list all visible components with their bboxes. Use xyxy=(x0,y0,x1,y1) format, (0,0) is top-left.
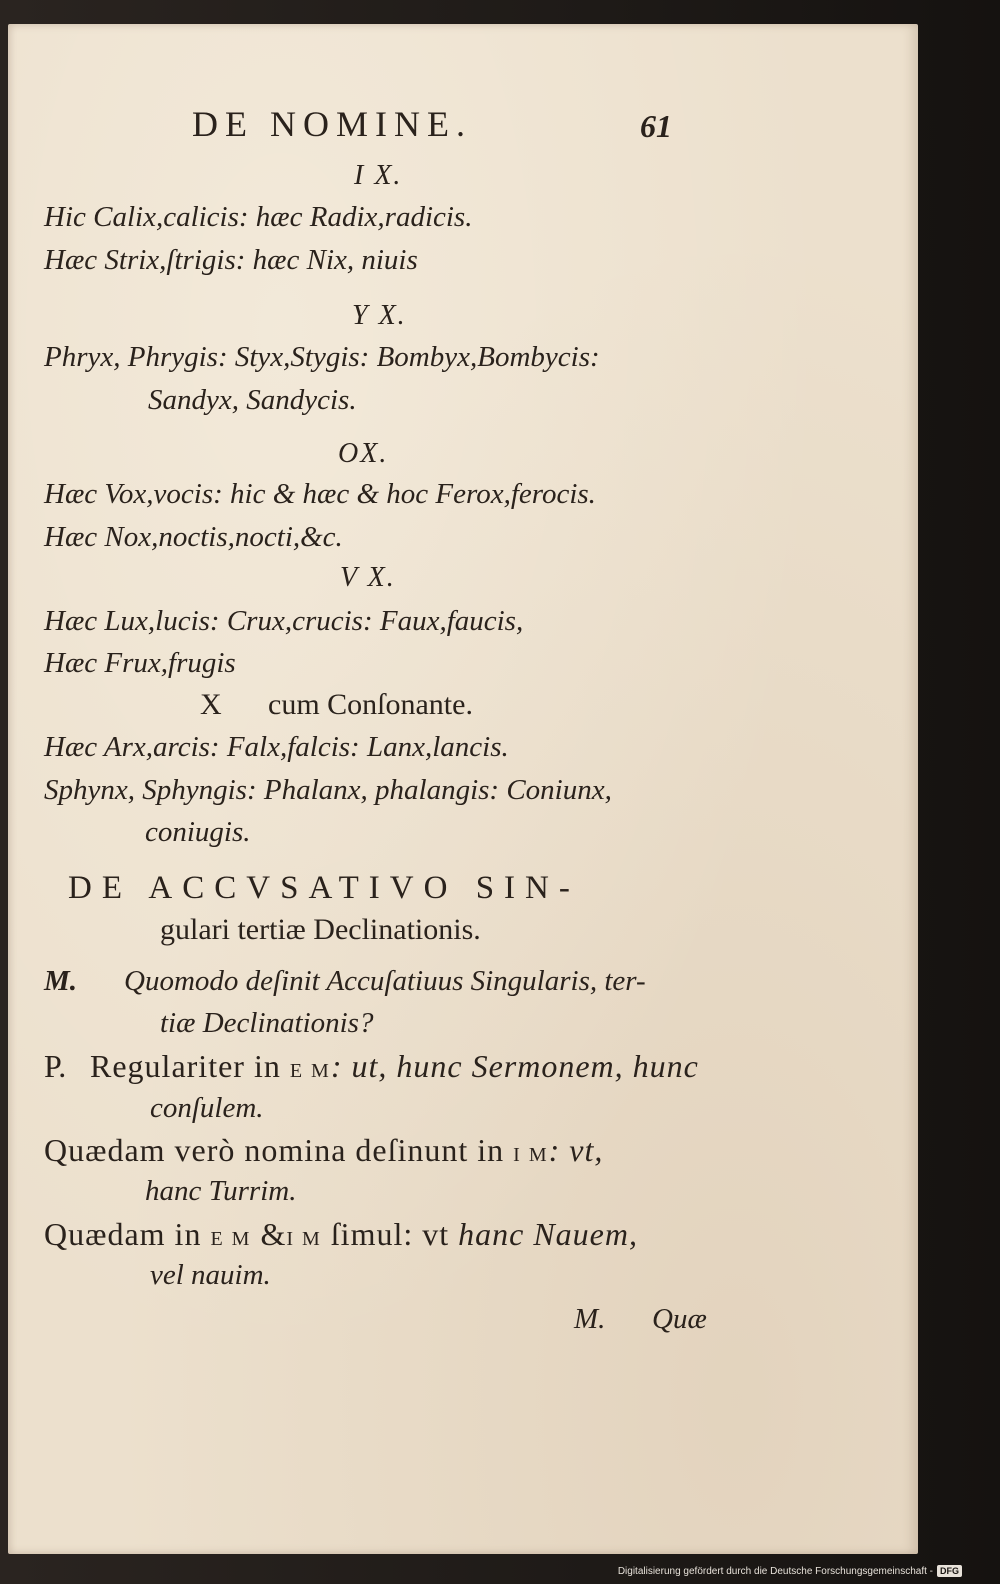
text-line-7: Hæc Lux,lucis: Crux,crucis: Faux,faucis, xyxy=(44,605,524,637)
catchword-speaker: M. xyxy=(574,1303,606,1335)
text-line-11: coniugis. xyxy=(145,816,251,848)
answer-line-5: Quædam in E M &I M ſimul: vt hanc Nauem, xyxy=(44,1216,638,1252)
running-header: DE NOMINE. xyxy=(192,104,472,144)
section-vx: V X. xyxy=(340,562,396,593)
speaker-p: P. xyxy=(44,1048,67,1084)
catchword: Quæ xyxy=(652,1303,707,1335)
text-line-3: Phryx, Phrygis: Styx,Stygis: Bombyx,Bombycis: xyxy=(44,341,600,373)
text-line-9: Hæc Arx,arcis: Falx,falcis: Lanx,lancis. xyxy=(44,731,509,763)
text-line-10: Sphynx, Sphyngis: Phalanx, phalangis: Coniunx, xyxy=(44,774,612,806)
answer-line-1: Regulariter in E M: ut, hunc Sermonem, hunc xyxy=(90,1048,699,1084)
answer-line-4: hanc Turrim. xyxy=(145,1175,297,1207)
chapter-heading-1: DE ACCVSATIVO SIN- xyxy=(68,870,580,906)
answer-line-2: conſulem. xyxy=(150,1092,264,1124)
section-yx: Y X. xyxy=(352,300,407,331)
footer-text: Digitalisierung gefördert durch die Deutsche Forschungsgemeinschaft - xyxy=(617,1565,933,1577)
text-line-5: Hæc Vox,vocis: hic & hæc & hoc Ferox,ferocis. xyxy=(44,478,596,510)
digitization-footer xyxy=(618,1561,962,1581)
section-ix: I X. xyxy=(354,160,403,191)
question-line-2: tiæ Declinationis? xyxy=(160,1007,374,1039)
section-ox: OX. xyxy=(338,438,389,469)
text-line-2: Hæc Strix,ſtrigis: hæc Nix, niuis xyxy=(44,244,418,276)
answer-line-6: vel nauim. xyxy=(150,1259,271,1291)
page-number: 61 xyxy=(640,108,672,144)
chapter-heading-2: gulari tertiæ Declinationis. xyxy=(160,913,481,946)
text-line-6: Hæc Nox,noctis,nocti,&c. xyxy=(44,521,343,553)
text-line-8: Hæc Frux,frugis xyxy=(44,647,236,679)
answer-line-3: Quædam verò nomina deſinunt in I M: vt, xyxy=(44,1132,604,1168)
section-xc-text: cum Conſonante. xyxy=(268,688,473,721)
text-line-4: Sandyx, Sandycis. xyxy=(148,384,357,416)
text-line-1: Hic Calix,calicis: hæc Radix,radicis. xyxy=(44,201,473,233)
question-line-1: Quomodo deſinit Accuſatiuus Singularis, ter- xyxy=(124,965,646,997)
section-xc-letter: X xyxy=(200,688,222,721)
speaker-m: M. xyxy=(44,965,78,997)
dfg-logo: DFG xyxy=(937,1565,962,1577)
